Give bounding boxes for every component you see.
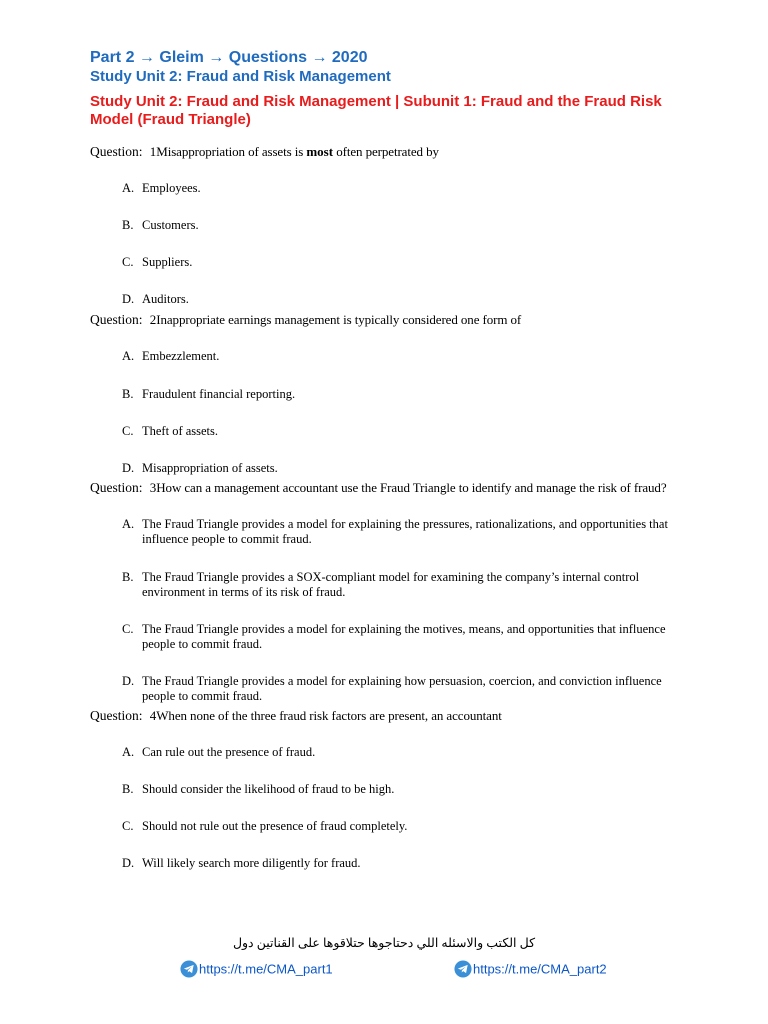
answer-option[interactable] [122,181,682,196]
answer-option[interactable] [122,570,682,600]
option-text: Should not rule out the presence of fraud completely. [142,819,408,833]
question-text: When none of the three fraud risk factors are present, an accountant [156,708,502,723]
answer-option[interactable] [122,292,682,307]
breadcrumb [90,47,728,69]
telegram-icon [180,960,198,978]
telegram-link-part1[interactable] [180,960,333,978]
answer-option[interactable] [122,819,682,834]
option-letter: B. [122,218,134,232]
question-number: 1 [149,144,157,159]
question-text: Misappropriation of assets is [156,144,307,159]
option-text: Should consider the likelihood of fraud to be high. [142,782,395,796]
question-text: Inappropriate earnings management is typically considered one form of [156,312,522,327]
answer-option[interactable] [122,622,682,652]
answer-option[interactable] [122,782,682,797]
breadcrumb-item-type: Questions [228,49,307,66]
answer-option[interactable] [122,517,682,547]
telegram-link-part2[interactable] [454,960,607,978]
option-letter: C. [122,819,134,833]
question-4 [90,708,502,724]
option-text: The Fraud Triangle provides a model for explaining the pressures, rationalizations, and opportunities that influence people to commit fraud. [142,517,668,546]
arrow-right-icon: → [208,49,225,66]
option-letter: B. [122,387,134,401]
breadcrumb-item-year: 2020 [331,49,368,66]
option-letter: A. [122,349,135,363]
answer-option[interactable] [122,856,682,871]
unit-title: Study Unit 2: Fraud and Risk Management [90,68,391,85]
option-text: The Fraud Triangle provides a model for explaining how persuasion, coercion, and conviction influence people to commit fraud. [142,674,662,703]
question-label: Question: [90,144,143,159]
option-letter: D. [122,856,135,870]
question-3 [90,480,667,496]
option-letter: A. [122,181,135,195]
question-label: Question: [90,708,143,723]
arrow-right-icon: → [311,49,328,66]
option-letter: D. [122,461,135,475]
question-number: 3 [149,480,157,495]
option-letter: D. [122,292,135,306]
option-text: Can rule out the presence of fraud. [142,745,316,759]
option-letter: A. [122,517,135,531]
document-header [90,47,728,87]
question-emphasis: most [306,144,334,159]
answer-option[interactable] [122,255,682,270]
option-text: Misappropriation of assets. [142,461,278,475]
question-1 [90,144,439,160]
option-text: Auditors. [142,292,189,306]
option-text: The Fraud Triangle provides a SOX-compliant model for examining the company’s internal control environment in terms of its risk of fraud. [142,570,640,599]
option-letter: D. [122,674,135,688]
option-letter: C. [122,255,134,269]
option-text: Fraudulent financial reporting. [142,387,296,401]
question-label: Question: [90,312,143,327]
option-text: Employees. [142,181,201,195]
answer-option[interactable] [122,745,682,760]
answer-option[interactable] [122,674,682,704]
subunit-title: Study Unit 2: Fraud and Risk Management | Subunit 1: Fraud and the Fraud Risk Model (Fraud Triangle) [90,93,662,128]
option-text: Theft of assets. [142,424,219,438]
telegram-url: https://t.me/CMA_part1 [199,961,333,977]
answer-option[interactable] [122,461,682,476]
option-letter: B. [122,782,134,796]
question-2 [90,312,521,328]
option-text: The Fraud Triangle provides a model for explaining the motives, means, and opportunities that influence people to commit fraud. [142,622,666,651]
answer-option[interactable] [122,349,682,364]
answer-option[interactable] [122,218,682,233]
question-label: Question: [90,480,143,495]
question-number: 2 [149,312,157,327]
option-letter: C. [122,424,134,438]
arrow-right-icon: → [138,49,155,66]
breadcrumb-item-part: Part 2 [90,49,135,66]
option-text: Suppliers. [142,255,193,269]
option-text: Will likely search more diligently for fraud. [142,856,361,870]
answer-option[interactable] [122,387,682,402]
breadcrumb-item-source: Gleim [159,49,204,66]
telegram-url: https://t.me/CMA_part2 [473,961,607,977]
option-letter: B. [122,570,134,584]
option-letter: C. [122,622,134,636]
option-letter: A. [122,745,135,759]
question-number: 4 [149,708,157,723]
answer-option[interactable] [122,424,682,439]
option-text: Embezzlement. [142,349,220,363]
question-text-end: often perpetrated by [333,144,439,159]
footer-note: كل الكتب والاسئله اللي دحتاجوها حتلاقوها على القناتين دول [232,936,536,950]
telegram-icon [454,960,472,978]
question-text: How can a management accountant use the Fraud Triangle to identify and manage the risk of fraud? [156,480,667,495]
option-text: Customers. [142,218,199,232]
